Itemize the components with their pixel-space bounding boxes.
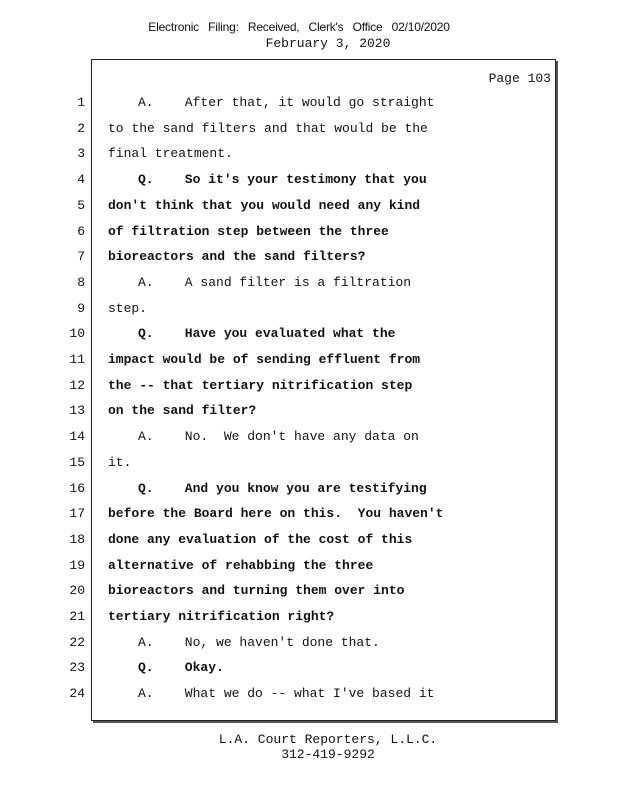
- transcript-line: [0, 195, 600, 217]
- transcript-line: [0, 555, 600, 577]
- line-number: 14: [69, 429, 85, 444]
- line-number: 3: [77, 146, 85, 161]
- transcript-line: [0, 323, 600, 345]
- transcript-line: [0, 349, 600, 371]
- line-text: the -- that tertiary nitrification step: [108, 378, 413, 393]
- line-number: 18: [69, 532, 85, 547]
- line-text: alternative of rehabbing the three: [108, 558, 374, 573]
- line-number: 1: [77, 95, 85, 110]
- line-number: 11: [69, 352, 85, 367]
- transcript-line: [0, 272, 600, 294]
- line-text: bioreactors and turning them over into: [108, 583, 405, 598]
- line-text: it.: [108, 455, 132, 470]
- transcript-line: [0, 529, 600, 551]
- transcript-line: [0, 478, 600, 500]
- line-number: 17: [69, 506, 85, 521]
- court-reporter-name: L.A. Court Reporters, L.L.C.: [218, 732, 438, 747]
- line-number: 22: [69, 635, 85, 650]
- line-number: 23: [69, 660, 85, 675]
- transcript-line: [0, 632, 600, 654]
- line-number: 5: [77, 198, 85, 213]
- line-number: 21: [69, 609, 85, 624]
- line-text: before the Board here on this. You haven't: [108, 506, 444, 521]
- transcript-line: [0, 683, 600, 705]
- line-text: to the sand filters and that would be the: [108, 121, 428, 136]
- transcript-line: [0, 452, 600, 474]
- transcript-line: [0, 580, 600, 602]
- line-number: 6: [77, 224, 85, 239]
- transcript-line: [0, 298, 600, 320]
- line-text: done any evaluation of the cost of this: [108, 532, 413, 547]
- line-number: 8: [77, 275, 85, 290]
- line-number: 13: [69, 403, 85, 418]
- transcript-line: [0, 400, 600, 422]
- line-text: A. No, we haven't done that.: [138, 635, 380, 650]
- line-number: 12: [69, 378, 85, 393]
- transcript-line: [0, 503, 600, 525]
- line-number: 19: [69, 558, 85, 573]
- line-text: tertiary nitrification right?: [108, 609, 335, 624]
- line-text: Q. Okay.: [138, 660, 224, 675]
- line-number: 2: [77, 121, 85, 136]
- line-text: Q. Have you evaluated what the: [138, 326, 396, 341]
- filing-stamp: Electronic Filing: Received, Clerk's Office 02/10/2020: [148, 20, 450, 34]
- transcript-date: February 3, 2020: [265, 36, 391, 51]
- transcript-line: [0, 92, 600, 114]
- transcript-line: [0, 657, 600, 679]
- transcript-line: [0, 426, 600, 448]
- transcript-line: [0, 143, 600, 165]
- line-text: on the sand filter?: [108, 403, 257, 418]
- line-text: A. A sand filter is a filtration: [138, 275, 412, 290]
- court-reporter-phone: 312-419-9292: [281, 747, 375, 762]
- transcript-line: [0, 375, 600, 397]
- line-text: A. No. We don't have any data on: [138, 429, 419, 444]
- line-text: final treatment.: [108, 146, 233, 161]
- line-text: Q. And you know you are testifying: [138, 481, 427, 496]
- line-text: bioreactors and the sand filters?: [108, 249, 366, 264]
- transcript-line: [0, 246, 600, 268]
- line-number: 10: [69, 326, 85, 341]
- line-text: Q. So it's your testimony that you: [138, 172, 427, 187]
- page-number: Page 103: [488, 71, 551, 86]
- line-text: don't think that you would need any kind: [108, 198, 421, 213]
- transcript-line: [0, 221, 600, 243]
- line-number: 7: [77, 249, 85, 264]
- line-number: 4: [77, 172, 85, 187]
- line-number: 16: [69, 481, 85, 496]
- line-number: 24: [69, 686, 85, 701]
- line-number: 15: [69, 455, 85, 470]
- line-number: 20: [69, 583, 85, 598]
- line-text: step.: [108, 301, 148, 316]
- line-text: impact would be of sending effluent from: [108, 352, 421, 367]
- transcript-line: [0, 118, 600, 140]
- line-text: of filtration step between the three: [108, 224, 389, 239]
- line-text: A. After that, it would go straight: [138, 95, 435, 110]
- transcript-line: [0, 606, 600, 628]
- line-text: A. What we do -- what I've based it: [138, 686, 435, 701]
- transcript-line: [0, 169, 600, 191]
- line-number: 9: [77, 301, 85, 316]
